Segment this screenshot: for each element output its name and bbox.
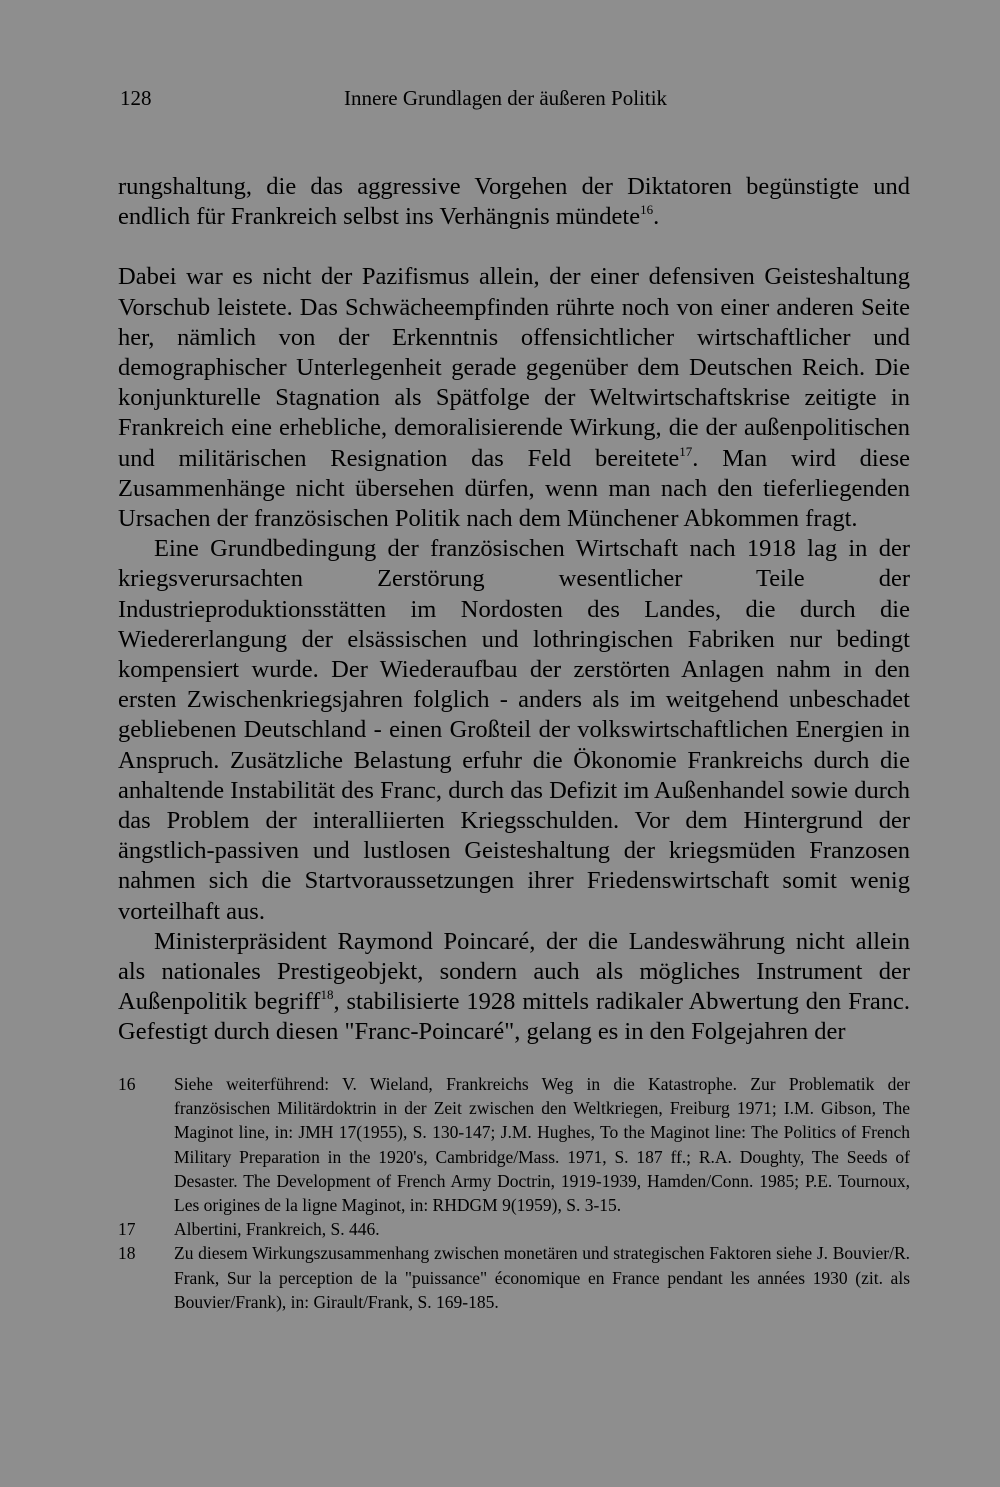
- footnote-number: 17: [118, 1219, 136, 1240]
- paragraph-4: [118, 927, 910, 1048]
- footnote-ref-17: 17: [679, 443, 693, 459]
- footnote-18: [118, 1241, 910, 1314]
- paragraph-2-end: . Man wird diese Zusammenhänge nicht übersehen dürfen, wenn man nach den tieferliegenden Ursachen der französischen Politik nach dem Münchener Abkommen fragt.: [118, 444, 910, 533]
- footnote-16: [118, 1072, 910, 1217]
- footnote-text: Zu diesem Wirkungszusammenhang zwischen monetären und strategischen Faktoren siehe J. Bouvier/R. Frank, Sur la perception de la "puissance" économique en France pendant les années 1930 (zit. als Bouvier/Frank), in: Girault/Frank, S. 169-185.: [174, 1243, 910, 1312]
- footnote-text: Siehe weiterführend: V. Wieland, Frankreichs Weg in die Katastrophe. Zur Problematik der französischen Militärdoktrin in der Zeit zwischen den Weltkriegen, Freiburg 1971; I.M. Gibson, The Maginot line, in: JMH 17(1955), S. 130-147; J.M. Hughes, To the Maginot line: The Politics of French Military Preparation in the 1920's, Cambridge/Mass. 1971, S. 187 ff.; R.A. Doughty, The Seeds of Desaster. The Development of French Army Doctrin, 1919-1939, Hamden/Conn. 1985; P.E. Tournoux, Les origines de la ligne Maginot, in: RHDGM 9(1959), S. 3-15.: [174, 1074, 910, 1216]
- paragraph-3: [118, 534, 910, 927]
- footnote-number: 18: [118, 1243, 136, 1264]
- paragraph-3-text: Eine Grundbedingung der französischen Wirtschaft nach 1918 lag in der kriegsverursachten Zerstörung wesentlicher Teile der Industrieproduktionsstätten im Nordosten des Landes, die durch die Wiedererlangung der elsässischen und lothringischen Fabriken nur bedingt kompensiert wurde. Der Wiederaufbau der zerstörten Anlagen nahm in den ersten Zwischenkriegsjahren folglich - anders als im weitgehend unbeschadet gebliebenen Deutschland - einen Großteil der volkswirtschaftlichen Energien in Anspruch. Zusätzliche Belastung erfuhr die Ökonomie Frankreichs durch die anhaltende Instabilität des Franc, durch das Defizit im Außenhandel sowie durch das Problem der interalliierten Kriegsschulden. Vor dem Hintergrund der ängstlich-passiven und lustlosen Geisteshaltung der kriegsmüden Franzosen nahmen sich die Startvoraussetzungen ihrer Friedenswirtschaft somit wenig vorteilhaft aus.: [118, 535, 910, 925]
- footnote-17: [118, 1217, 910, 1241]
- footnote-ref-18: 18: [320, 987, 334, 1003]
- paragraph-1-end: .: [653, 203, 660, 231]
- running-title: Innere Grundlagen der äußeren Politik: [344, 86, 668, 110]
- footnotes: [118, 1072, 910, 1314]
- paragraph-4-text: Ministerpräsident Raymond Poincaré, der die Landeswährung nicht allein als nationales Prestigeobjekt, sondern auch als mögliches Instrument der Außenpolitik begriff: [118, 927, 910, 1016]
- page-header: [120, 86, 910, 120]
- page-number: 128: [120, 86, 152, 110]
- footnote-text: Albertini, Frankreich, S. 446.: [174, 1219, 380, 1240]
- footnote-number: 16: [118, 1074, 136, 1094]
- paragraph-2: [118, 262, 910, 534]
- paragraph-1-text: rungshaltung, die das aggressive Vorgehen der Diktatoren begünstigte und endlich für Frankreich selbst ins Verhängnis mündete: [118, 173, 910, 231]
- paragraph-1: [118, 172, 910, 232]
- paragraph-4-end: , stabilisierte 1928 mittels radikaler Abwertung den Franc. Gefestigt durch diesen "Franc-Poincaré", gelang es in den Folgejahren der: [118, 988, 910, 1046]
- paragraph-2-text: Dabei war es nicht der Pazifismus allein, der einer defensiven Geisteshaltung Vorschub leistete. Das Schwächeempfinden rührte noch von einer anderen Seite her, nämlich von der Erkenntnis offensichtlicher wirtschaftlicher und demographischer Unterlegenheit gerade gegenüber dem Deutschen Reich. Die konjunkturelle Stagnation als Spätfolge der Weltwirtschaftskrise zeitigte in Frankreich eine erhebliche, demoralisierende Wirkung, die der außenpolitischen und militärischen Resignation das Feld bereitete: [118, 263, 910, 472]
- footnote-ref-16: 16: [640, 202, 654, 218]
- main-text: [118, 172, 910, 1048]
